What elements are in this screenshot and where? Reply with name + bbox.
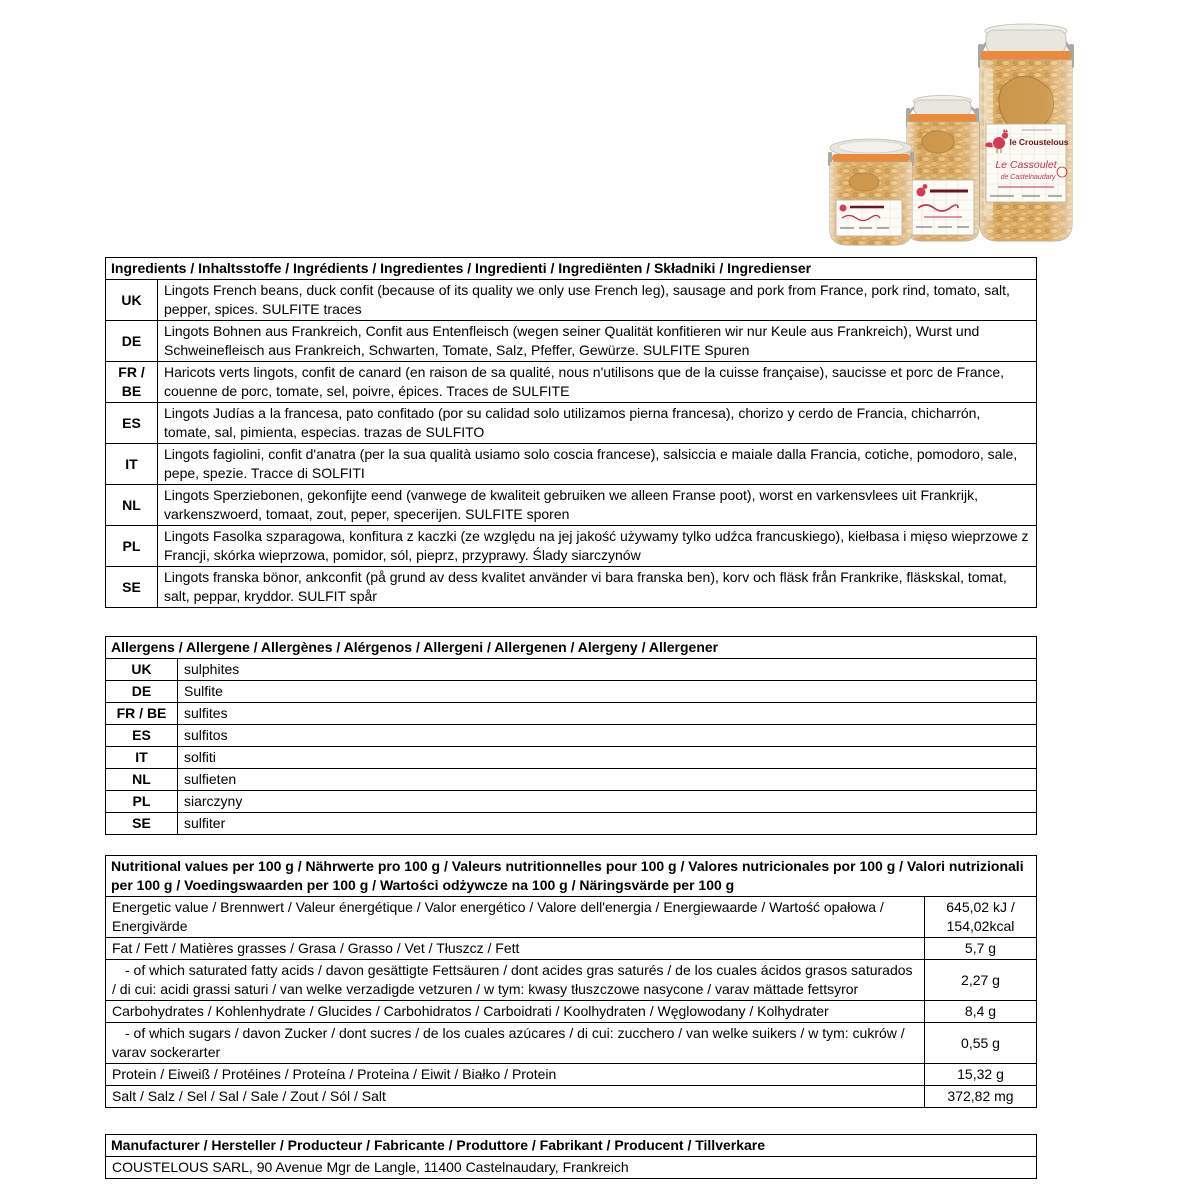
table-row <box>106 1157 1037 1179</box>
allergens-header: Allergens / Allergene / Allergènes / Alérgenos / Allergeni / Allergenen / Alergeny / Allergener <box>106 637 1037 659</box>
nutrient-value: 8,4 g <box>925 1001 1037 1023</box>
nutrient-value: 645,02 kJ / 154,02kcal <box>925 897 1037 938</box>
product-label <box>912 180 974 235</box>
table-row <box>106 403 1037 444</box>
table-row <box>106 1086 1037 1108</box>
nutrient-label: Protein / Eiweiß / Protéines / Proteína / Proteina / Eiwit / Białko / Protein <box>106 1064 925 1086</box>
rubber-gasket <box>832 154 910 162</box>
table-row <box>106 362 1037 403</box>
row-text: Lingots French beans, duck confit (because of its quality we only use French leg), sausage and pork from France, pork rind, tomato, salt, pepper, spices. SULFITE traces <box>158 280 1037 321</box>
row-text: Lingots Fasolka szparagowa, konfitura z kaczki (ze względu na jej jakość używamy tylko udźca francuskiego), kiełbasa i mięso wieprzowe z Francji, skórka wieprzowa, pomidor, sól, pieprz, przyprawy. Ślady siarczynów <box>158 526 1037 567</box>
product-photo <box>826 12 1088 250</box>
row-text: sulfites <box>178 703 1037 725</box>
nutrient-value: 0,55 g <box>925 1023 1037 1064</box>
row-text: sulphites <box>178 659 1037 681</box>
manufacturer-table <box>105 1134 1037 1179</box>
nutrient-value: 372,82 mg <box>925 1086 1037 1108</box>
row-text: solfiti <box>178 747 1037 769</box>
table-row <box>106 485 1037 526</box>
jar-medium <box>906 96 979 242</box>
table-row <box>106 1023 1037 1064</box>
language-code: DE <box>106 681 178 703</box>
table-row <box>106 659 1037 681</box>
rubber-gasket <box>981 51 1071 60</box>
row-text: sulfieten <box>178 769 1037 791</box>
language-code: NL <box>106 769 178 791</box>
allergens-rows <box>106 659 1037 835</box>
nutrient-label: Salt / Salz / Sel / Sal / Sale / Zout / Sól / Salt <box>106 1086 925 1108</box>
product-label <box>836 200 902 236</box>
table-row <box>106 681 1037 703</box>
nutrient-label: Carbohydrates / Kohlenhydrate / Glucides / Carbohidratos / Carboidrati / Koolhydraten / Węglowodany / Kolhydrater <box>106 1001 925 1023</box>
language-code: IT <box>106 444 158 485</box>
nutrition-rows <box>106 897 1037 1108</box>
nutrient-value: 5,7 g <box>925 938 1037 960</box>
row-text: Sulfite <box>178 681 1037 703</box>
jar-large <box>978 24 1074 241</box>
table-row <box>106 897 1037 938</box>
row-text: Lingots Sperziebonen, gekonfijte eend (vanwege de kwaliteit gebruiken we alleen Franse poot), worst en varkensvlees uit Frankrijk, varkenszwoerd, tomaat, zout, peper, specerijen. SULFITE sporen <box>158 485 1037 526</box>
language-code: PL <box>106 526 158 567</box>
language-code: UK <box>106 659 178 681</box>
language-code: DE <box>106 321 158 362</box>
row-text: Lingots franska bönor, ankconfit (på grund av dess kvalitet använder vi bara franska ben), korv och fläsk från Frankrike, fläskskal, tomat, salt, peppar, kryddor. SULFIT spår <box>158 567 1037 608</box>
label-brand: le Croustelous <box>1009 137 1069 147</box>
language-code: FR / BE <box>106 703 178 725</box>
language-code: FR / BE <box>106 362 158 403</box>
row-text: Lingots fagiolini, confit d'anatra (per la sua qualità usiamo solo coscia francese), salsiccia e maiale dalla Francia, cotiche, pomodoro, sale, pepe, spezie. Tracce di SOLFITI <box>158 444 1037 485</box>
table-header-row <box>106 637 1037 659</box>
row-text: siarczyny <box>178 791 1037 813</box>
language-code: NL <box>106 485 158 526</box>
language-code: ES <box>106 403 158 444</box>
nutrient-label: Energetic value / Brennwert / Valeur énergétique / Valor energético / Valore dell'energia / Energiewaarde / Wartość opałowa / Energivärde <box>106 897 925 938</box>
table-row <box>106 938 1037 960</box>
table-row <box>106 526 1037 567</box>
table-row <box>106 791 1037 813</box>
product-label <box>985 124 1069 202</box>
table-header-row <box>106 258 1037 280</box>
language-code: ES <box>106 725 178 747</box>
table-row <box>106 769 1037 791</box>
rooster-icon <box>840 205 847 212</box>
language-code: UK <box>106 280 158 321</box>
allergens-table <box>105 636 1037 835</box>
label-product: Le Cassoulet <box>995 159 1057 171</box>
nutrient-value: 2,27 g <box>925 960 1037 1001</box>
table-row <box>106 444 1037 485</box>
label-origin: de Castelnaudary <box>1000 174 1056 181</box>
language-code: SE <box>106 813 178 835</box>
language-code: SE <box>106 567 158 608</box>
row-text: Lingots Judías a la francesa, pato confitado (por su calidad solo utilizamos pierna francesa), chorizo y cerdo de Francia, chicharrón, tomate, sal, pimienta, especias. trazas de SULFITO <box>158 403 1037 444</box>
row-text: Lingots Bohnen aus Frankreich, Confit aus Entenfleisch (wegen seiner Qualität konfitieren wir nur Keule aus Frankreich), Wurst und Schweinefleisch aus Frankreich, Schwarten, Tomate, Salz, Pfeffer, Gewürze. SULFITE Spuren <box>158 321 1037 362</box>
table-row <box>106 1064 1037 1086</box>
row-text: sulfiter <box>178 813 1037 835</box>
nutrient-label: Fat / Fett / Matières grasses / Grasa / Grasso / Vet / Tłuszcz / Fett <box>106 938 925 960</box>
table-row <box>106 725 1037 747</box>
rubber-gasket <box>909 114 976 122</box>
manufacturer-address: COUSTELOUS SARL, 90 Avenue Mgr de Langle, 11400 Castelnaudary, Frankreich <box>106 1157 1037 1179</box>
rooster-icon <box>917 188 926 197</box>
table-row <box>106 703 1037 725</box>
nutrient-label: - of which saturated fatty acids / davon gesättigte Fettsäuren / dont acides gras saturés / de los cuales ácidos grasos saturados / di cui: acidi grassi saturi / van welke verzadigde vetzuren / w tym: kwasy tłuszczowe nasycone / varav mättade fettsyror <box>106 960 925 1001</box>
nutrient-value: 15,32 g <box>925 1064 1037 1086</box>
language-code: PL <box>106 791 178 813</box>
nutrition-header: Nutritional values per 100 g / Nährwerte pro 100 g / Valeurs nutritionnelles pour 100 g / Valores nutricionales por 100 g / Valori nutrizionali per 100 g / Voedingswaarden per 100 g / Wartości odżywcze na 100 g / Näringsvärde per 100 g <box>106 856 1037 897</box>
row-text: sulfitos <box>178 725 1037 747</box>
ingredients-header: Ingredients / Inhaltsstoffe / Ingrédients / Ingredientes / Ingredienti / Ingrediënten / Składniki / Ingredienser <box>106 258 1037 280</box>
table-row <box>106 747 1037 769</box>
table-row <box>106 321 1037 362</box>
table-header-row <box>106 856 1037 897</box>
nutrient-label: - of which sugars / davon Zucker / dont sucres / de los cuales azúcares / di cui: zucchero / van welke suikers / w tym: cukrów / varav sockerarter <box>106 1023 925 1064</box>
ingredients-rows <box>106 280 1037 608</box>
manufacturer-header: Manufacturer / Hersteller / Producteur / Fabricante / Produttore / Fabrikant / Producent / Tillverkare <box>106 1135 1037 1157</box>
table-row <box>106 567 1037 608</box>
language-code: IT <box>106 747 178 769</box>
row-text: Haricots verts lingots, confit de canard (en raison de sa qualité, nous n'utilisons que de la cuisse française), saucisse et porc de France, couenne de porc, tomate, sel, poivre, épices. Traces de SULFITE <box>158 362 1037 403</box>
table-row <box>106 280 1037 321</box>
jar-small <box>828 139 914 245</box>
table-row <box>106 960 1037 1001</box>
ingredients-table <box>105 257 1037 608</box>
table-header-row <box>106 1135 1037 1157</box>
table-row <box>106 1001 1037 1023</box>
table-row <box>106 813 1037 835</box>
jars-image <box>826 12 1088 250</box>
nutrition-table <box>105 855 1037 1108</box>
